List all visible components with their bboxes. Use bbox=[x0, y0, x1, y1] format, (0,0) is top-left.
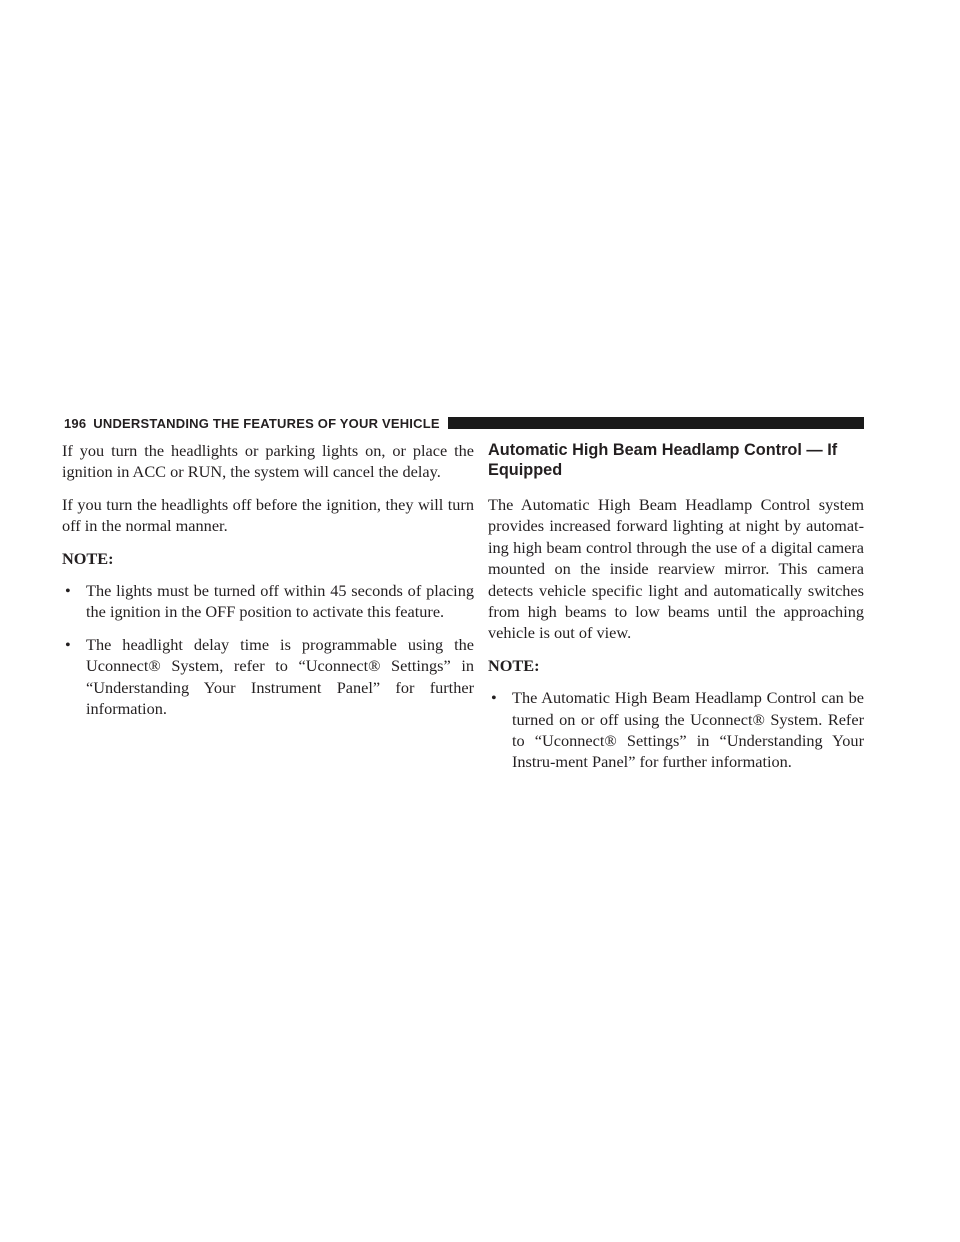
right-column bbox=[488, 440, 864, 784]
section-heading: Automatic High Beam Headlamp Control — If Equipped bbox=[488, 441, 838, 479]
note-label: NOTE: bbox=[488, 655, 540, 675]
left-column bbox=[62, 440, 474, 730]
page-header bbox=[0, 414, 864, 432]
note-list bbox=[62, 580, 474, 719]
bullet-icon: • bbox=[65, 581, 71, 601]
paragraph-cancel-delay: If you turn the headlights or parking lights on, or place the ignition in ACC or RUN, the system will cancel the delay. bbox=[62, 441, 474, 482]
list-item-text: The Automatic High Beam Headlamp Control can be turned on or off using the Uconnect® System. Refer to “Uconnect® Settings” in “Understanding Your Instru-ment Panel” for further information. bbox=[512, 688, 864, 772]
list-item bbox=[62, 580, 474, 623]
paragraph-system-description: The Automatic High Beam Headlamp Control system provides increased forward lighting at night by automat-ing high beam control through the use of a digital camera mounted on the inside rearview mirror. This camera detects vehicle specific light and automatically switches from high beams to low beams until the approaching vehicle is out of view. bbox=[488, 495, 864, 643]
list-item bbox=[62, 634, 474, 720]
list-item-text: The headlight delay time is programmable using the Uconnect® System, refer to “Uconnect® Settings” in “Understanding Your Instrument Panel” for further information. bbox=[86, 634, 474, 719]
bullet-icon: • bbox=[65, 634, 71, 654]
section-title: UNDERSTANDING THE FEATURES OF YOUR VEHICLE bbox=[93, 415, 440, 431]
header-rule bbox=[448, 417, 864, 429]
note-list bbox=[488, 687, 864, 773]
paragraph-turn-off: If you turn the headlights off before the ignition, they will turn off in the normal manner. bbox=[62, 494, 474, 536]
bullet-icon: • bbox=[491, 688, 497, 708]
list-item bbox=[488, 687, 864, 773]
page-number: 196 bbox=[64, 415, 87, 431]
note-label: NOTE: bbox=[62, 548, 114, 568]
list-item-text: The lights must be turned off within 45 seconds of placing the ignition in the OFF position to activate this feature. bbox=[86, 581, 474, 622]
